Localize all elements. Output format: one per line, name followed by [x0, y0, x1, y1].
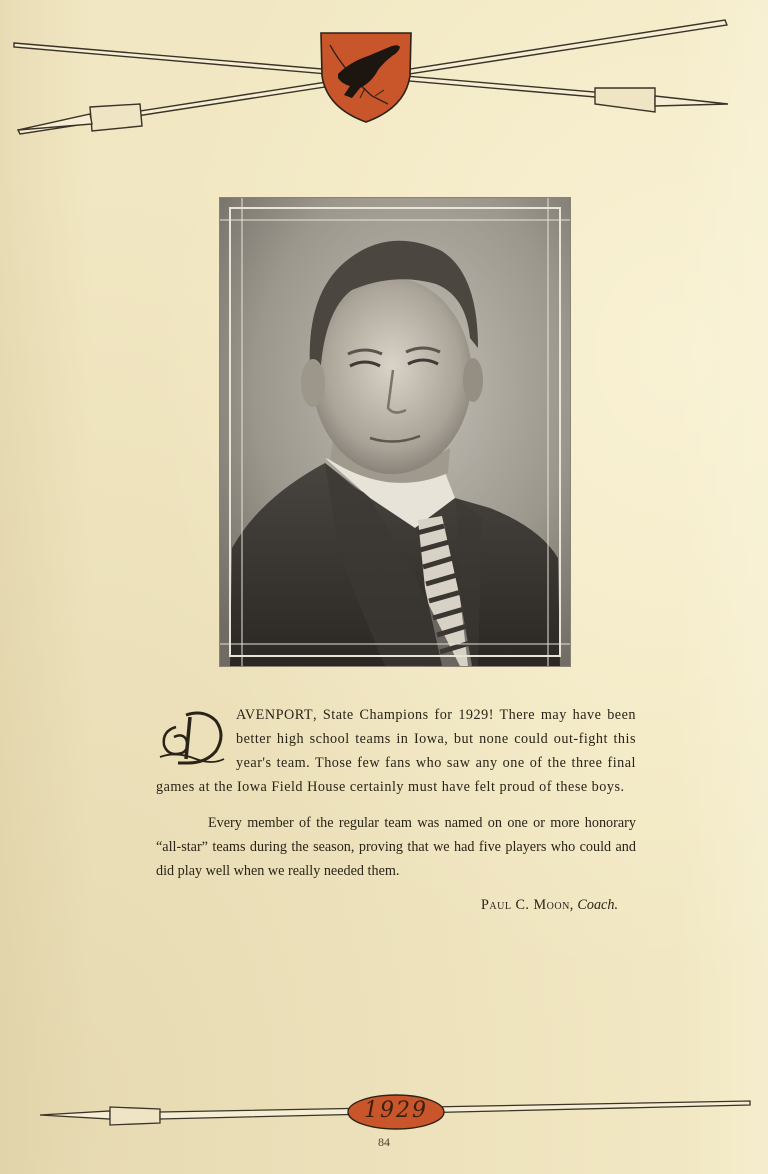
portrait-photo: [220, 198, 570, 666]
coach-signature: [156, 893, 636, 917]
crossed-spears-ornament: [0, 0, 768, 150]
page-number: 84: [378, 1135, 390, 1149]
hawk-shield-emblem: [321, 33, 411, 122]
spear-head-left: [90, 104, 142, 131]
signature-title: Coach.: [577, 897, 618, 913]
year-label: 1929: [364, 1098, 428, 1123]
spear-head-right: [595, 88, 655, 112]
coach-portrait: [219, 197, 571, 667]
article-text: [156, 703, 636, 917]
bottom-spear-head: [110, 1107, 160, 1125]
paragraph-all-star: Every member of the regular team was named on one or more honorary “all-star” teams during the season, proving that we had five players who could and did play well when we really needed them.: [156, 815, 636, 879]
paragraph1-lead-word: AVENPORT: [236, 707, 313, 723]
signature-name: Paul C. Moon,: [480, 897, 574, 913]
drop-cap-ornament: [156, 707, 230, 769]
paragraph1-rest: , State Champions for 1929! There may have been better high school teams in Iowa, but none could out-fight this year's team. Those few fans who saw any one of the three final games at the Iowa Field House certainly must have felt proud of these boys.: [156, 707, 636, 795]
